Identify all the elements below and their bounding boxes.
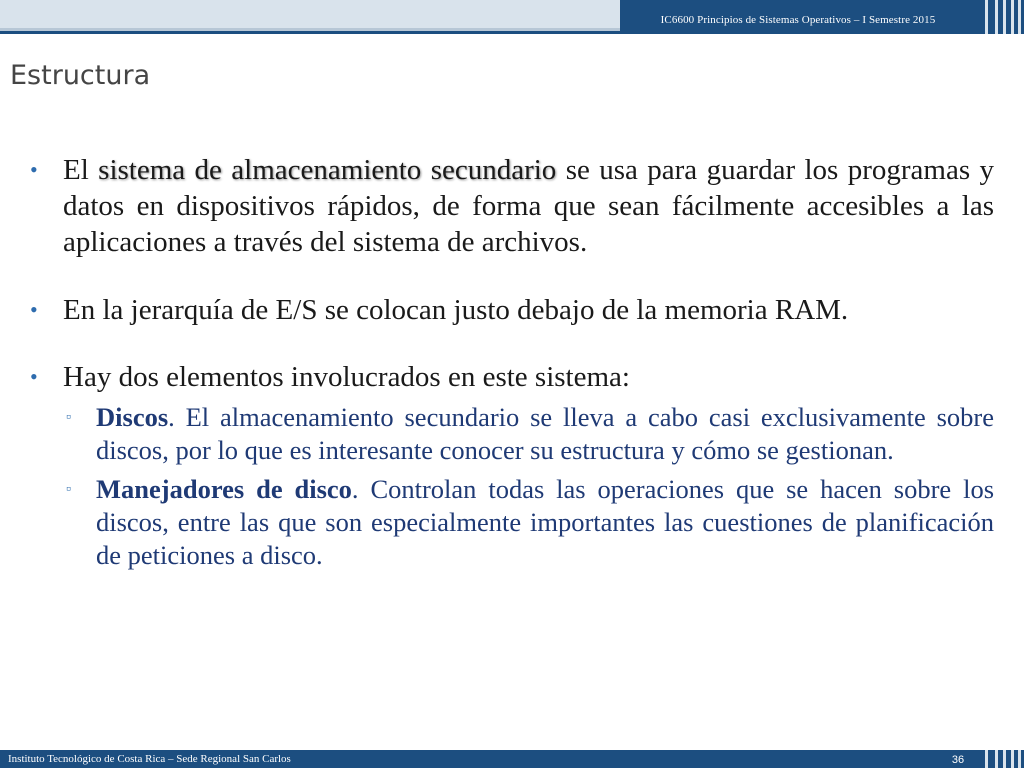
bullet1-highlight: sistema de almacenamiento secundario — [98, 154, 557, 186]
footer-stripe — [995, 750, 998, 768]
footer-stripe — [1018, 750, 1021, 768]
header-separator — [0, 28, 620, 31]
bullet-dot-icon: • — [30, 364, 38, 389]
sub-bullet-manejadores — [30, 473, 994, 572]
bullet1-prefix: El — [63, 154, 89, 186]
header-stripe — [1018, 0, 1021, 34]
footer-bar — [0, 750, 1024, 768]
course-header-text: IC6600 Principios de Sistemas Operativos – I Semestre 2015 — [660, 14, 936, 26]
bullet1-rest: se usa para guardar los programas y datos en dispositivos rápidos, de forma que sean fácilmente accesibles a las aplicaciones a través del sistema de archivos. — [63, 154, 995, 258]
slide-title: Estructura — [10, 60, 151, 91]
bullet-dot-icon: • — [30, 157, 38, 182]
sub-bullet-square-icon: ▫ — [66, 482, 71, 497]
sub2-text: . Controlan todas las operaciones que se hacen sobre los discos, entre las que son especialmente importantes las cuestiones de planificación de peticiones a disco. — [96, 474, 995, 570]
slide-content — [30, 152, 994, 572]
bullet-elements — [30, 359, 994, 395]
bullet3-text: Hay dos elementos involucrados en este sistema: — [63, 361, 630, 393]
bullet-hierarchy — [30, 292, 994, 328]
header-stripe — [995, 0, 998, 34]
bullet2-text: En la jerarquía de E/S se colocan justo debajo de la memoria RAM. — [63, 294, 849, 326]
bullet-storage-system — [30, 152, 994, 260]
header-stripe — [985, 0, 988, 34]
sub1-term: Discos — [96, 402, 169, 432]
sub-bullet-square-icon: ▫ — [66, 410, 71, 425]
footer-stripe — [985, 750, 988, 768]
bullet-dot-icon: • — [30, 297, 38, 322]
sub-bullet-discos — [30, 401, 994, 467]
header-bar — [0, 0, 1024, 34]
footer-stripe — [1003, 750, 1006, 768]
page-number: 36 — [951, 754, 965, 766]
header-light-band — [0, 0, 620, 28]
footer-stripe — [1011, 750, 1014, 768]
footer-institution: Instituto Tecnológico de Costa Rica – Sede Regional San Carlos — [8, 753, 291, 765]
sub2-term: Manejadores de disco — [96, 474, 352, 504]
header-stripe — [1011, 0, 1014, 34]
sub1-text: . El almacenamiento secundario se lleva a cabo casi exclusivamente sobre discos, por lo que es interesante conocer su estructura y cómo se gestionan. — [96, 402, 994, 465]
header-stripe — [1003, 0, 1006, 34]
